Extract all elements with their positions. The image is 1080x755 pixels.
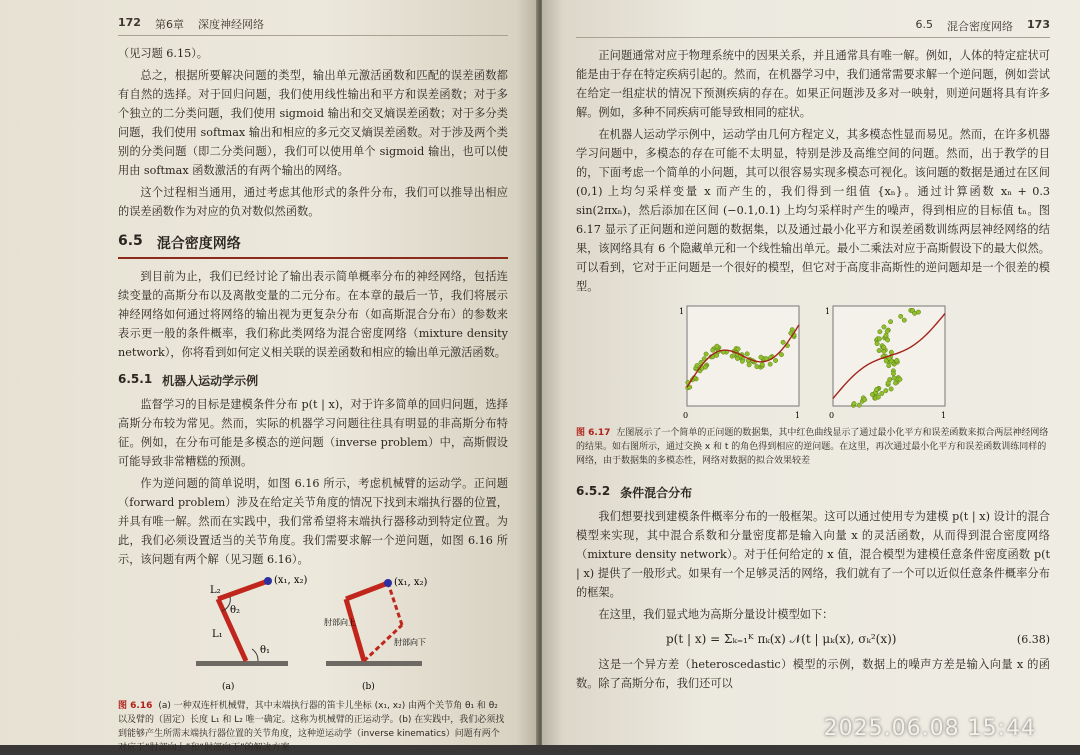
forward-tick-x0: 0 xyxy=(683,411,689,420)
inverse-data-point xyxy=(902,318,906,322)
inverse-data-point xyxy=(886,381,890,385)
forward-data-point xyxy=(781,340,785,344)
forward-data-point xyxy=(711,348,715,352)
inverse-data-point xyxy=(895,358,899,362)
right-section-title: 混合密度网络 xyxy=(947,20,1014,33)
inverse-data-point xyxy=(884,388,888,392)
inverse-data-point xyxy=(857,403,861,407)
forward-data-point xyxy=(779,352,783,356)
inverse-data-point xyxy=(852,401,856,405)
inverse-data-point xyxy=(877,337,881,341)
right-paragraph-4: 在这里，我们显式地为高斯分量设计模型如下： xyxy=(598,608,834,621)
elbow-up-l2 xyxy=(346,583,388,599)
section-number: 6.5 xyxy=(118,233,143,249)
forward-data-point xyxy=(740,359,744,363)
forward-tick-y1: 1 xyxy=(679,307,685,316)
inverse-data-point xyxy=(885,338,889,342)
elbow-up-l1 xyxy=(346,599,364,661)
forward-data-point xyxy=(730,354,734,358)
inverse-data-point xyxy=(874,387,878,391)
figure-6-16-label: 图 6.16 xyxy=(118,701,153,711)
figure-6-16-caption xyxy=(118,699,508,755)
left-running-header xyxy=(118,16,508,36)
intro-paragraph-c: 这个过程相当通用，通过考虑其他形式的条件分布，我们可以推导出相应的误差函数作为对应的负对数似然函数。 xyxy=(118,186,508,218)
inverse-data-point xyxy=(891,371,895,375)
inverse-data-point xyxy=(884,333,888,337)
forward-problem-plot xyxy=(675,302,805,422)
inverse-tick-y1: 1 xyxy=(825,307,831,316)
subsection-heading-651 xyxy=(118,372,508,389)
section-paragraph-1: 到目前为止，我们已经讨论了输出表示简单概率分布的神经网络，包括连续变量的高斯分布以及离散变量的二元分布。在本章的最后一节，我们将展示神经网络如何通过将网络的输出视为更复杂分布（如高斯混合分布）的参数来表示更一般的条件概率，我们称此类网络为混合密度网络（mixture density network），你将看到如何定义相关联的误差函数和相应的输出单元激活函数。 xyxy=(118,270,508,359)
label-l2: L₂ xyxy=(210,585,221,596)
right-paragraph-1: 正问题通常对应于物理系统中的因果关系，并且通常具有唯一解。例如，人体的特定症状可能是由于存在特定疾病引起的。然而，在机器学习中，我们通常需要求解一个逆问题，例如尝试在给定一组症状的情况下预测疾病的存在。如果正问题涉及多对一映射，则逆问题将具有许多解。例如，多种不同疾病可能导致相同的症状。 xyxy=(576,49,1050,119)
section-title: 混合密度网络 xyxy=(156,236,241,252)
inverse-data-point xyxy=(882,345,886,349)
figure-6-16 xyxy=(118,575,508,695)
subsection-652-number: 6.5.2 xyxy=(576,484,611,498)
end-effector-b xyxy=(384,579,392,587)
theta1-arc xyxy=(252,649,258,661)
inverse-data-point xyxy=(887,363,891,367)
figure-6-17-label: 图 6.17 xyxy=(576,428,611,438)
inverse-data-point xyxy=(889,387,893,391)
ground-a xyxy=(196,661,288,666)
subsection-652-title: 条件混合分布 xyxy=(620,486,693,500)
label-theta1: θ₁ xyxy=(260,645,271,656)
coord-label-b: (x₁, x₂) xyxy=(394,577,428,588)
intro-paragraph-a: （见习题 6.15）。 xyxy=(118,47,208,60)
forward-data-point xyxy=(773,358,777,362)
inverse-tick-x1: 1 xyxy=(941,411,947,420)
subsection-paragraph-2: 作为逆问题的简单说明，如图 6.16 所示，考虑机械臂的运动学。正问题（forward problem）涉及在给定关节角度的情况下找到末端执行器的位置，并具有唯一解。然而在实践中，我们常希望将末端执行器移动到特定位置。为此，我们必须设置适当的关节角度。我们需要求解一个逆问题，如图 6.16 所示，该问题有两个解（见习题 6.16）。 xyxy=(118,477,508,566)
forward-data-point xyxy=(703,365,707,369)
subsection-heading-652 xyxy=(576,484,1050,501)
forward-data-point xyxy=(715,344,719,348)
forward-tick-x1: 1 xyxy=(795,411,801,420)
forward-data-point xyxy=(704,352,708,356)
forward-data-point xyxy=(745,352,749,356)
inverse-data-point xyxy=(880,391,884,395)
equation-body: p(t | x) = Σₖ₌₁ᴷ πₖ(x) 𝒩(t | μₖ(x), σₖ²(x)) xyxy=(666,632,897,646)
right-running-header xyxy=(576,18,1050,38)
inverse-data-point xyxy=(882,325,886,329)
label-a: (a) xyxy=(222,682,235,692)
elbow-down-l2 xyxy=(388,583,402,625)
inverse-data-point xyxy=(912,311,916,315)
figure-6-17-caption-text: 左图展示了一个简单的正问题的数据集，其中红色曲线显示了通过最小化平方和误差函数来拟合两层神经网络的结果。如右图所示，通过交换 x 和 t 的角色得到相应的逆问题。在这里，再次通过最小化平方和误差函数训练同样的网络，由于数据集的多模态性，网络对数据的拟合效果较差 xyxy=(576,428,1049,466)
figure-6-17-caption xyxy=(576,426,1050,468)
end-effector-a xyxy=(264,577,272,585)
inverse-data-point xyxy=(862,397,866,401)
inverse-data-point xyxy=(893,381,897,385)
inverse-data-point xyxy=(877,348,881,352)
equation-number: (6.38) xyxy=(1016,633,1050,646)
subsection-paragraph-1: 监督学习的目标是建模条件分布 p(t | x)，对于许多简单的回归问题，选择高斯分布较为常见。然而，实际的机器学习问题往往具有明显的非高斯分布特征。例如，在分布可能是多模态的逆问题（inverse problem）中，高斯假设可能导致非常糟糕的预测。 xyxy=(118,398,508,468)
label-b: (b) xyxy=(362,682,375,692)
intro-paragraph-b: 总之，根据所要解决问题的类型，输出单元激活函数和匹配的误差函数都有自然的选择。对于回归问题，我们使用线性输出和平方和误差函数；对于多个独立的二分类问题，我们使用 sigmoid 输出和交叉熵误差函数；对于多分类问题，我们使用 softmax 输出和相应的多元交叉熵误差函数。对于涉及两个类别的分类问题（即二分类问题），我们可以使用单个 sigmoid 输出，也可以使用由 softmax 函数激活的有两个输出的网络。 xyxy=(118,69,508,177)
inverse-data-point xyxy=(899,314,903,318)
figure-6-17 xyxy=(576,302,1050,422)
label-theta2: θ₂ xyxy=(230,605,241,616)
label-elbow-up: 肘部向上 xyxy=(324,618,356,627)
figure-6-16-caption-text: (a) 一种双连杆机械臂，其中末端执行器的笛卡儿坐标 (x₁, x₂) 由两个关节角 θ₁ 和 θ₂ 以及臂的（固定）长度 L₁ 和 L₂ 唯一确定。这称为机械臂的正运动学。(b) 在实践中，我们必须找到能够产生所需末端执行器位置的关节角度，这种逆运动学（inverse kinematics）问题有两个对应于“肘部向上”和“肘部向下”的解决方案 xyxy=(118,701,505,753)
chapter-title: 深度神经网络 xyxy=(197,18,264,31)
link-l2 xyxy=(218,581,268,599)
inverse-tick-x0: 0 xyxy=(829,411,835,420)
subsection-number: 6.5.1 xyxy=(118,372,153,386)
inverse-data-point xyxy=(892,376,896,380)
forward-data-point xyxy=(755,364,759,368)
equation-6-38 xyxy=(666,632,1050,647)
label-l1: L₁ xyxy=(212,629,223,640)
left-page-number: 172 xyxy=(118,16,141,29)
forward-data-point xyxy=(760,362,764,366)
right-page-number: 173 xyxy=(1027,18,1050,31)
right-paragraph-3: 我们想要找到建模条件概率分布的一般框架。这可以通过使用专为建模 p(t | x) 设计的混合模型来实现，其中混合系数和分量密度都是输入向量 x 的灵活函数，从而得到混合密度网络（mixture density network）。对于任何给定的 x 值，混合模型为建模任意条件密度函数 p(t | x) 提供了一般形式。如果有一个足够灵活的网络，我们就有了一个可以近似任意条件概率分布的框架。 xyxy=(576,510,1050,599)
coord-label-a: (x₁, x₂) xyxy=(274,575,308,586)
right-page xyxy=(542,0,1080,745)
forward-data-point xyxy=(747,363,751,367)
inverse-data-point xyxy=(898,377,902,381)
chapter-label: 第6章 xyxy=(154,18,184,31)
forward-data-point xyxy=(768,362,772,366)
subsection-title: 机器人运动学示例 xyxy=(162,374,259,388)
right-paragraph-5: 这是一个异方差（heteroscedastic）模型的示例，数据上的噪声方差是输入向量 x 的函数。除了高斯分布，我们还可以 xyxy=(576,658,1050,690)
robot-arm-diagram xyxy=(118,575,508,695)
inverse-data-point xyxy=(885,329,889,333)
photo-timestamp: 2025.06.08 15:44 xyxy=(823,716,1036,741)
right-section-number: 6.5 xyxy=(915,18,934,31)
inverse-data-point xyxy=(875,341,879,345)
forward-data-point xyxy=(736,347,740,351)
left-page xyxy=(0,0,538,753)
right-paragraph-2: 在机器人运动学示例中，运动学由几何方程定义，其多模态性显而易见。然而，在许多机器学习问题中，多模态的存在可能不太明显，特别是涉及高维空间的问题。然而，出于教学的目的，下面考虑一个简单的小问题，其可以很容易实现多模态可视化。该问题的数据是通过在区间 (0,1) 上均匀采样变量 x 而产生的，我们得到一组值 {xₙ}。通过计算函数 xₙ + 0.3 sin(2πxₙ)，然后添加在区间 (−0.1,0.1) 上均匀采样时产生的噪声，得到相应的目标值 tₙ。图 6.17 显示了正问题和逆问题的数据集，以及通过最小化平方和误差函数训练两层神经网络的结果，该网络具有 6 个隐藏单元和一个线性输出单元。最小二乘法对应于高斯假设下的最大似然。可以看到，它对于正问题是一个很好的模型，但它对于高度非高斯性的逆问题却是一个很差的模型。 xyxy=(576,128,1050,293)
inverse-problem-plot xyxy=(821,302,951,422)
inverse-data-point xyxy=(889,350,893,354)
inverse-data-point xyxy=(876,395,880,399)
label-elbow-down: 肘部向下 xyxy=(394,638,426,647)
ground-b xyxy=(326,661,422,666)
section-heading xyxy=(118,233,508,259)
forward-data-point xyxy=(759,355,763,359)
inverse-data-point xyxy=(888,319,892,323)
inverse-data-point xyxy=(878,329,882,333)
forward-data-point xyxy=(695,363,699,367)
